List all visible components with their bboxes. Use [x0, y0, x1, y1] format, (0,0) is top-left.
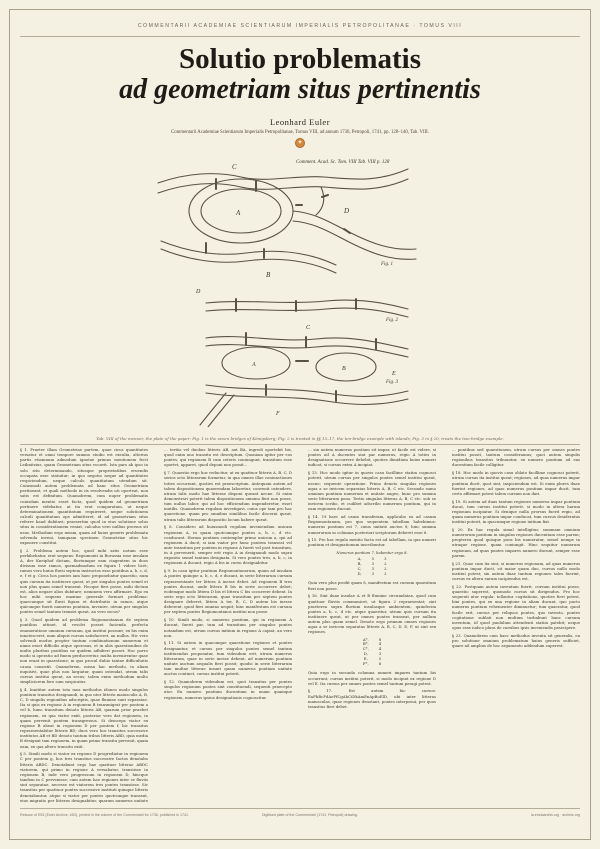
body-rule [20, 444, 580, 445]
fig2-region-c: C [306, 325, 311, 331]
table-cell-region: E, [363, 655, 368, 661]
fig1-region-a: A [236, 209, 241, 217]
fig2-region-a: A [252, 362, 256, 368]
footer-left: Reissue of E53 (Euler Archive, #53), printed in the volume of the Commentarii for 1736, published in 1741. [20, 813, 190, 817]
table-cell-region: B*, [362, 641, 369, 647]
fig1-label: Fig. 1 [381, 262, 393, 267]
body-paragraph: § 13. Hoc modo igitur in quovis casu facillime statim cognosci poterit, utrum cursus per singulos pontes semel institui queat, necne; sequente operatione. Primo denoto singulas regiones aqua a se invicem separatas litteris A, B, C etc. Secundo sumo omnium pontium numerum et unitate augeo, hunc pro summa serie litterarum pono. Tertio singulas litteras A, B, C etc. sub se invicem scribo, et cuilibet adscribo numerum pontium, qui in eam regionem ducunt. [308, 470, 436, 512]
table-cell-val: 4 [378, 641, 382, 647]
fig2-island-a [222, 347, 290, 379]
body-paragraph: § 12. Quamobrem videndum est, quot transitus per pontes singulos regionum pontes sint constituendi, sequenti praecepto utor. Ex numero pontium ducentium in unam quamque regionem, numerus ipsius designationis cognoscitur. [164, 679, 292, 700]
body-paragraph: § 16. Sint duae insulae A et B flumine circumdatae, quod cum quattuor fluviis communicet, ut figura 2 repraesentat; sint praeterea supra fluvium insulasque ambientem, quindecim pontes a, b, c, d etc. atque quaeritur, utrum quis cursum ita instituere queat, ut per omnes pontes transeat, per nullum autem plus quam semel. Denoto ergo primum omnes regiones aqua a se invicem separatas litteris A, B, C, D, E, F, ut sint sex regiones. [308, 593, 436, 635]
fig2-region-e: E [392, 371, 396, 377]
paper-subtitle: ad geometriam situs pertinentis [119, 74, 481, 105]
plate-caption: Tab. VIII of the memoir, the plate of the paper: Fig. 1 is the seven bridges of Königsberg; Fig. 2 is treated in §§ 15–17, the ten-bridge example with islands; Fig. 3 in § 20, treats the two-bridge example. [96, 436, 504, 441]
column-3 [308, 447, 436, 803]
table-cell-region: F*, [362, 660, 369, 666]
table-cell-pontes: 3 [371, 570, 375, 576]
body-paragraph: § 19. Si autem ad duas tantum regiones numerus impar pontium ducat, tum cursus institui poterit, si modo in altera harum regionum incipiatur. Si denique nulla prorsus fuerit regio, ad quam numerus pontium impar conducat, tum cursus desideratus institui poterit, in quacumque regione initium fiat. [452, 498, 580, 525]
footer-right: la.eneiaarchiv.org · archive.org [530, 813, 580, 817]
body-paragraph: Quia ergo in secunda columna numeri impares tantum bis occurrunt, cursus institui poterit, si modo incipiat ex regione D vel E. Ita cursus per omnes pontes semel tantum peragi potest. [308, 670, 436, 686]
fig1-river-right [293, 211, 416, 249]
table-cell-pontes: 3 [371, 561, 375, 567]
fig1-region-b: B [266, 271, 271, 279]
body-paragraph: ... sin autem numerus pontium sit impar, ut facile est videre, si pontes ad A ducentes sint par numerus, regio A toties in designatione occurrere debebit, quoties dimidium huius numeri indicat, si cursus extra A incipiat. [308, 447, 436, 468]
table-cell-val: 6 [378, 660, 382, 666]
body-paragraph: § 3. Quod quidem ad problema Regiomontanum de septem pontibus attinet, id resolvi posset facienda perfecta enumeratione omnium cursuum, qui institui possunt; ex his enim innotesceret, num aliquis cursus satisfaceret, an nullus. Hic vero solvendi modus propter tantum combinationum numerum et nimis esset difficilis atque operosus, et in aliis quaestionibus de multo pluribus pontibus ne quidem adhiberi posset. Hoc porro modo si operatio ad finem perduceretur, multa invenirentur quae non erant in quaestione; in quo procul dubio tantae difficultatis causa consistit. Quamobrem, missa hac methodo, in aliam inquisivi, quae plus non largiatur, quam ostendat, utrum talis cursus institui queat, an secus; talem enim methodum multo simpliciorem fore sum suspicatus. [20, 617, 148, 685]
body-columns [20, 447, 580, 803]
table-konigsberg [308, 551, 436, 577]
body-paragraph: § 11. Si autem in quacunque quaestione regiones et pontes designantur, et cursus per singulos pontes semel tantum instituendus proponatur, tum videndum erit, utrum numerus litterarum, quae in serie inesse debent, ad numerum pontium unitate auctum aequalis fieri possit; quodsi in serie litterarum tam multae litterae insunt quam numerus pontium unitate auctus continet, cursus institui poterit. [164, 640, 292, 677]
body-paragraph: § 2. Problema autem hoc, quod mihi satis notum esse perhibebatur, erat sequens: Regiomonti in Borussia esse insulam A, der Kneiphof dictam, fluviumque eam cingentem in duos divisum esse ramos, quemadmodum ex figura 1 videre licet; ramos vero huius fluvii septem instructos esse pontibus a, b, c, d, e, f et g. Circa hos pontes iam haec proponebatur quaestio, num quis cursum ita instituere queat, ut per singulos pontes semel et non plus quam semel transeat. Hocque fieri posse, mihi dictum est, alios negare alios dubitare; neminem vero affirmare. Ego ex hoc mihi sequens maxime generale formavi problema: quaecunque sit fluvii figura et distributio in ramos, atque quicunque fuerit numerus pontium, invenire, utrum per singulos pontes semel tantum transiri queat, an vero secus? [20, 547, 148, 615]
citation-line: Commentarii Academiae Scientiarum Imperialis Petropolitanae, Tomus VIII, ad annum 1736, Petropoli, 1741, pp. 128–140, Tab. VIII. [171, 130, 429, 135]
table-cell-region: D, [363, 650, 368, 656]
plate-inscription: Comment. Acad. Sc. Tom. VIII Tab. VIII p. 128 [296, 160, 390, 165]
fig2-region-f: F [276, 411, 280, 417]
table-cell-val: 2 [384, 561, 387, 567]
body-paragraph: Quia vero plus prodit quam 8, manifestum est cursum quaesitum fieri non posse. [308, 580, 436, 591]
table-cell-val: 2 [384, 565, 387, 571]
header-rule [20, 36, 580, 37]
body-paragraph: § 4. Innititur autem tota mea methodus idoneo modo singulos pontium transitus designandi, in quo utor litteris maiusculis A, B, C, D singulis regionibus adscriptis, quae flumine sunt separatae. Ita si quis ex regione A in regionem B transmigrat per pontem a vel b, hunc transitum denoto litteris AB, quarum prior praebet regionem, ex qua viator exiit, posterior vero dat regionem, in quam pervenit pontem transgressus. Si deinceps viator ex regione B abeat in regionem D per pontem f, hic transitus repraesentabitur litteris BD; duos vero hos transitus successive institutos AB et BD denoto tantum tribus litteris ABD, quia media B designat tam regionem, in quam primo transitu pervenit, quam eam, ex qua altero transitu exiit. [20, 686, 148, 749]
table-cell-val: 5 [378, 655, 382, 661]
table-cell-val: 4 [378, 646, 382, 652]
fig1-island-inner [201, 189, 281, 233]
table-cell-region: C, [357, 565, 362, 571]
fig2-river-lower [206, 385, 408, 397]
body-paragraph: § 23. Quamobrem cum haec methodus inventa sit generalis, ea pro solutione omnium problematum huius generis sufficiet, quare nil amplius de hoc argumento addendum superest. [452, 632, 580, 649]
body-paragraph: § 17. Est autem hic cursus: EaFbBcFdAeFfCgAhCiDkAmEnApBoElD, ubi inter litteras maiusculas, quae regiones denotant, pontes interposui, per quos transitus fieri debet. [308, 688, 436, 709]
table-cell-pontes: 3 [371, 565, 375, 571]
fig2-island-b [316, 353, 376, 381]
body-paragraph: § 22. Postquam autem inventum fuerit, cursum institui posse, quaestio superest, quomodo cursus sit dirigendus. Pro hoc sequenti utor regula: tollantur cogitatione, quoties fieri potest, bini pontes, qui ex una regione in aliam ducunt, quo pacto numerus pontium vehementer diminuetur; tum quaeratur, quod facile erit, cursus per reliquos pontes, quo invento, pontes cogitatione sublati non multum turbabunt hunc cursum inventum, id quod paululum attendenti statim patebit; neque opus esse iudico plura de cursibus ipsis inveniendis praecipere. [452, 583, 580, 630]
fig1-region-d: D [344, 207, 350, 215]
table-cell-region: B, [357, 561, 362, 567]
table-cell-region: A*, [362, 636, 369, 642]
body-paragraph: § 21. Quae cum ita sint, si numerus regionum, ad quas numerus pontium impar ducit, sit maior quam duo, cursus nullo modo institui potest; sin autem duae tantum regiones tales fuerint, cursus ex altera earum incipiendus est. [452, 560, 580, 581]
fig1-river-upper [158, 169, 408, 183]
footer-rule [20, 808, 580, 809]
body-paragraph: § 9. In casu igitur pontium Regiomontanorum, quum ad insulam A pontes quinque a, b, c, d, e ducant, in serie litterarum cursum repraesentante ter littera A inesse debet. Ad regionem B tres pontes ducunt, unde littera B bis in serie occurrere debet; eodemque modo littera D bis et littera C bis occurrere debent. In serie ergo octo litterarum, quae transitum per septem pontes designare deberet, littera A ter, B, C, D autem bis inesse deberent, quod fieri omnino nequit; hinc manifestum est cursum per septem pontes Regiomontanos institui non posse. [164, 568, 292, 615]
fig2-region-d: D [196, 289, 201, 295]
column-1 [20, 447, 148, 803]
fig1-region-c: C [232, 163, 237, 171]
fig1-river-lower [161, 241, 336, 265]
table-cell-region: D, [357, 570, 362, 576]
fig3-label: Fig. 3 [386, 380, 398, 385]
table-cell-region: A, [357, 556, 362, 562]
body-paragraph: § 1. Praeter illam Geometriae partem, quae circa quantitates versatur et omni tempore summo studio est exculta, alterius partis etiamnum admodum ignotae primus mentionem fecit Leibnitzius, quam Geometriam situs vocavit. Ista pars ab ipso in solo situ determinando, situsque proprietatibus eruendis occupata esse statuitur; in quo negotio neque ad quantitates respiciendum, neque calculo quantitatum utendum sit. Cuiusmodi autem problemata ad hanc situs Geometriam pertineant, et quali methodo in iis resolvendis uti oporteat, non satis est definitum. Quamobrem, cum nuper problematis cuiusdam mentio esset facta, quod quidem ad geometriam pertinere videbatur, at ita erat comparatum, ut neque determinationem quantitatum requireret, neque solutionem calculi quantitatum ope admitteret, id ad geometriam situs referre haud dubitavi; praesertim quod in eius solutione solus situs in considerationem veniat, calculus vero nullius prorsus sit usus. Methodum ergo meam, quam ad huius generis problemata solvenda inveni, tamquam specimen Geometriae situs hic exponere constitui. [20, 447, 148, 545]
table-cell-region: C*, [362, 646, 369, 652]
plate-figure [146, 153, 454, 427]
column-4 [452, 447, 580, 803]
fig2-label: Fig. 2 [386, 318, 398, 323]
body-paragraph: § 5. Simili modo si viator ex regione D progrediatur in regionem C per pontem g, hos tres transitus successive factos denotabo litteris ABDC. Denotabunt ergo hae quattuor litterae ABDC viatorem, qui primo in regione A versabatur, transiisse in regionem B, inde vero progressum in regionem D, hincque tandem in C pervenisse; cum autem hae regiones inter se fluviis sint separatae, necesse est viatorem tres pontes transiisse. Sic transitus per quattuor pontes successive instituti quinque litteris denotabuntur, atque si viator per pontes quotcunque transeat, eius migratio per litteras designabitur, quarum numerus unitate [20, 751, 148, 803]
table-cell-val: 3 [384, 556, 387, 562]
table-caption: Numerus pontium 7, habentur ergo 8. [336, 550, 408, 555]
table-row [358, 662, 386, 667]
fig1-river-fork [316, 187, 324, 215]
body-paragraph: § 15. Pro hac regula mentio facta est ad tabellam, in qua numeri pontium et designationum inscribuntur. [308, 537, 436, 548]
fig2-river-lower-b [206, 393, 408, 405]
paper-title: Solutio problematis [179, 43, 421, 75]
body-paragraph: § 18. Hoc modo in quovis casu oblato facillime cognosci poterit, utrum cursus ita institui queat; regiones, ad quas numerus impar pontium ducit, quot sint, inspiciendum est. Si enim plures duae fuerint regiones, ad quas numerus pontium impar ducit, tum certo affirmari potest talem cursum non dari. [452, 470, 580, 496]
ornament-icon: ✦ [295, 138, 305, 148]
body-paragraph: § 7. Quaestio ergo huc reducitur, ut ex quattuor litteris A, B, C, D series octo litterarum formetur, in qua omnes illae coniunctiones toties occurrant, quoties est praescriptum. Antequam autem ad talem dispositionem quaerendam laboretur, convenit ostendere, utrum talis modo hae litterae disponi queant necne. Si enim demonstrari poterit talem dispositionem omnino fieri non posse, tum nullus labor, qui ad hoc efficiendum impenderetur, esset inutilis. Quamobrem regulam investigavi, cuius ope tam pro hac quaestione, quam pro omnibus similibus facile discerni queat, utrum talis litterarum dispositio locum habere queat. [164, 470, 292, 522]
fig1-river-upper-b [158, 179, 408, 193]
body-paragraph: § 8. Considero ad huiusmodi regulam inveniendam unicam regionem A, in quam quotcumque pontes a, b, c, d etc. conducant. Horum pontium contemplor primo unicum a, qui ad regionem A ducit; si iam viator per hunc pontem transeat vel ante transitum per pontem in regione A fuerit vel post transitum, in A pervenerit, semper erit regio A in designandi modo supra exposito semel tantum designata. Si vero pontes tres, a, b, c, in regionem A ducant, regio A bis in cursu designabitur. [164, 524, 292, 566]
table-row [353, 572, 392, 577]
fig2-region-b: B [342, 366, 346, 372]
table-cell-val: 8 [378, 636, 382, 642]
body-paragraph: ... tertiis vel duobus litteris AB, aut BA, ingredi oportebit bis, quod enim uno transitu est descriptum. Quoniam igitur per eos pontes, qui regionem B cum ceteris coniungunt, transitum esse oportet, apparet, quod deponi non possit... [164, 447, 292, 468]
table-six-regions [308, 638, 436, 667]
table-cell-pontes: 5 [371, 556, 375, 562]
fig1-river-right-b [293, 221, 416, 259]
body-paragraph: § 14. Ut haec ad usum transferam, applicabo ea ad casum Regiomontanum, pro quo sequentem tabellam habebimus: numerus pontium est 7, cuius unitate auctus 8; hinc summa numerorum in columna posteriori scriptorum deberet esse 8. [308, 514, 436, 535]
body-paragraph: ... pontibus sed quaestionem, utrum cursus per omnes pontes institui possit, tantum consideramus; quot autem singulis regionibus transitus tribuuntur, ex numero pontium ad eas ducentium facile colligitur. [452, 447, 580, 468]
body-paragraph: § 20. Ex hac regula simul intelligitur, summam omnium numerorum pontium in singulas regiones ducentium esse parem; propterea quod quisque pons bis numeratur, semel nempe in utraque regione, quam coniungit. Hinc sequitur numerum regionum, ad quas pontes impares numero ducunt, semper esse parem. [452, 526, 580, 558]
footer-center: Digitised plate of the Commentarii (1741, Petropoli) drawing. [261, 813, 359, 817]
column-2 [164, 447, 292, 803]
author-name: Leonhard Euler [269, 117, 331, 127]
running-head: COMMENTARII ACADEMIAE SCIENTIARUM IMPERIALIS PETROPOLITANAE · TOMUS VIII [137, 23, 463, 29]
table-cell-val: 3 [378, 650, 382, 656]
table-cell-val: 2 [384, 570, 387, 576]
body-paragraph: § 10. Simili modo, si numerus pontium, qui in regionem A ducunt, fuerit par, tum ad transitum per singulos pontes notandum est, utrum cursus initium in regione A capiat, an vero non. [164, 617, 292, 638]
